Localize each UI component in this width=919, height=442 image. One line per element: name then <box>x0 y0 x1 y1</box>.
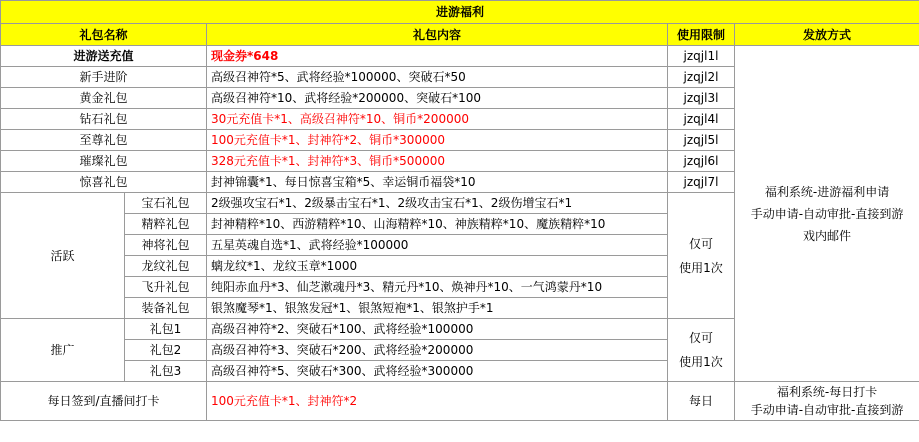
gift-name: 璀璨礼包 <box>1 151 207 172</box>
gift-content: 100元充值卡*1、封神符*2 <box>207 382 668 421</box>
gift-content: 高级召神符*5、武将经验*100000、突破石*50 <box>207 67 668 88</box>
gift-content: 纯阳赤血丹*3、仙芝漱魂丹*3、精元丹*10、焕神丹*10、一气鸿蒙丹*10 <box>207 277 668 298</box>
gift-name: 礼包3 <box>125 361 207 382</box>
gift-content: 螭龙纹*1、龙纹玉章*1000 <box>207 256 668 277</box>
header-name: 礼包名称 <box>1 24 207 46</box>
gift-name: 宝石礼包 <box>125 193 207 214</box>
gift-content: 银煞魔琴*1、银煞发冠*1、银煞短袍*1、银煞护手*1 <box>207 298 668 319</box>
gift-limit: jzqjl1l <box>668 46 735 67</box>
gift-content: 封神锦囊*1、每日惊喜宝箱*5、幸运铜币福袋*10 <box>207 172 668 193</box>
gift-content: 328元充值卡*1、封神符*3、铜币*500000 <box>207 151 668 172</box>
gift-name: 礼包1 <box>125 319 207 340</box>
header-row <box>1 24 919 46</box>
gift-name: 礼包2 <box>125 340 207 361</box>
group-promotion: 推广 <box>1 319 125 382</box>
gift-content: 30元充值卡*1、高级召神符*10、铜币*200000 <box>207 109 668 130</box>
gift-name: 精粹礼包 <box>125 214 207 235</box>
gift-content: 100元充值卡*1、封神符*2、铜币*300000 <box>207 130 668 151</box>
gift-content: 高级召神符*5、突破石*300、武将经验*300000 <box>207 361 668 382</box>
method-daily-line: 福利系统-每日打卡 <box>776 385 878 399</box>
method-main-line: 手动申请-自动审批-直接到游 <box>750 206 904 221</box>
gift-name: 钻石礼包 <box>1 109 207 130</box>
gift-name: 新手进阶 <box>1 67 207 88</box>
gift-limit: jzqjl3l <box>668 88 735 109</box>
table-title: 进游福利 <box>1 1 919 24</box>
gift-name: 进游送充值 <box>1 46 207 67</box>
promotion-limit <box>668 319 735 382</box>
group-activity: 活跃 <box>1 193 125 319</box>
gift-limit: jzqjl2l <box>668 67 735 88</box>
gift-name: 飞升礼包 <box>125 277 207 298</box>
gift-name: 龙纹礼包 <box>125 256 207 277</box>
header-content: 礼包内容 <box>207 24 668 46</box>
limit-line: 仅可 <box>688 331 713 345</box>
table-row <box>1 46 919 67</box>
gift-name: 黄金礼包 <box>1 88 207 109</box>
gift-name: 至尊礼包 <box>1 130 207 151</box>
gift-content: 2级强攻宝石*1、2级暴击宝石*1、2级攻击宝石*1、2级伤增宝石*1 <box>207 193 668 214</box>
limit-line: 仅可 <box>688 236 713 251</box>
method-main-line: 戏内邮件 <box>803 228 852 243</box>
limit-line: 使用1次 <box>679 260 723 275</box>
title-row <box>1 1 919 24</box>
gift-content: 现金券*648 <box>207 46 668 67</box>
gift-content: 高级召神符*3、突破石*200、武将经验*200000 <box>207 340 668 361</box>
gift-limit: 每日 <box>668 382 735 421</box>
header-limit: 使用限制 <box>668 24 735 46</box>
gift-name: 装备礼包 <box>125 298 207 319</box>
activity-limit <box>668 193 735 319</box>
gift-content: 封神精粹*10、西游精粹*10、山海精粹*10、神族精粹*10、魔族精粹*10 <box>207 214 668 235</box>
gift-name: 每日签到/直播间打卡 <box>1 382 207 421</box>
gift-content: 高级召神符*2、突破石*100、武将经验*100000 <box>207 319 668 340</box>
table-row <box>1 382 919 421</box>
method-daily-cell <box>735 382 919 421</box>
gift-limit: jzqjl7l <box>668 172 735 193</box>
method-main-cell <box>735 46 919 382</box>
gift-content: 五星英魂自选*1、武将经验*100000 <box>207 235 668 256</box>
gift-content: 高级召神符*10、武将经验*200000、突破石*100 <box>207 88 668 109</box>
method-daily-line: 手动申请-自动审批-直接到游 <box>750 403 904 417</box>
limit-line: 使用1次 <box>679 355 723 369</box>
gift-limit: jzqjl6l <box>668 151 735 172</box>
method-main-line: 福利系统-进游福利申请 <box>764 184 890 199</box>
gift-name: 神将礼包 <box>125 235 207 256</box>
gift-limit: jzqjl4l <box>668 109 735 130</box>
gift-limit: jzqjl5l <box>668 130 735 151</box>
header-method: 发放方式 <box>735 24 919 46</box>
gift-name: 惊喜礼包 <box>1 172 207 193</box>
